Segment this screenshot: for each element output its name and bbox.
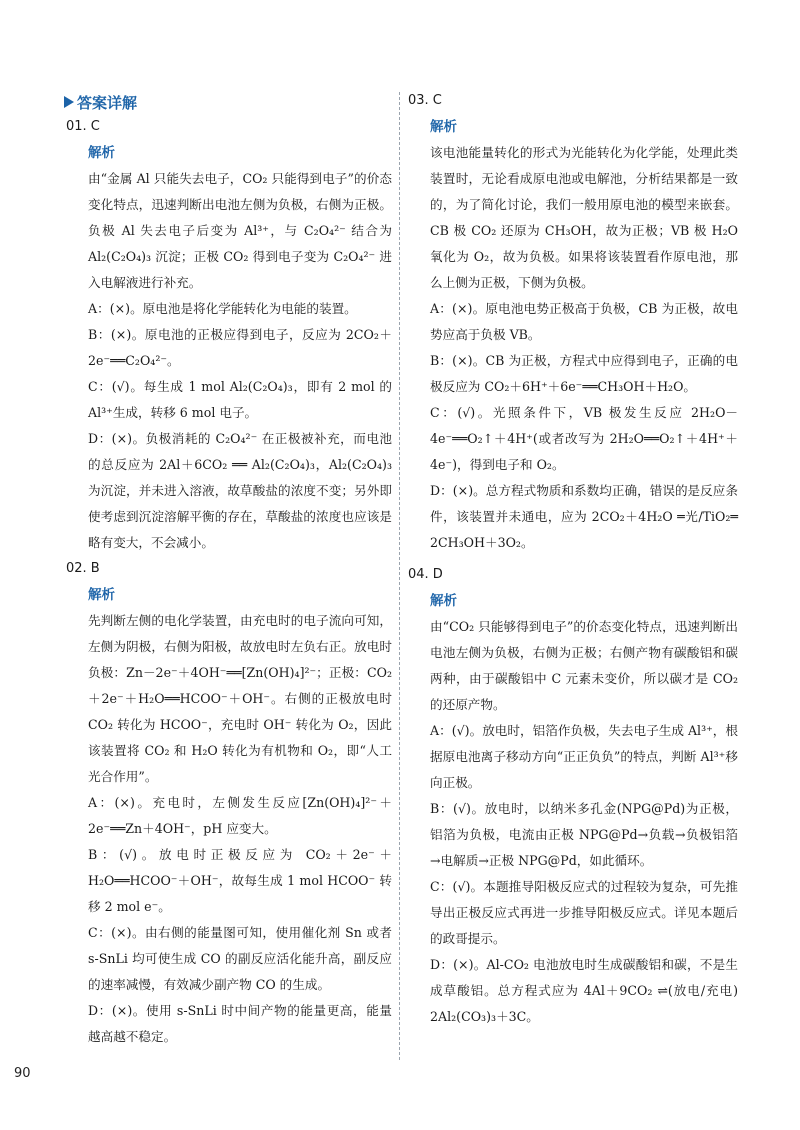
analysis-label: 解析 [430, 593, 457, 609]
page-number: 90 [14, 1066, 31, 1081]
question-04 [408, 562, 738, 1030]
option-a: A：(×)。充电时，左侧发生反应[Zn(OH)₄]²⁻＋2e⁻══Zn＋4OH⁻，pH 应变大。 [88, 795, 392, 836]
option-c: C：(√)。每生成 1 mol Al₂(C₂O₄)₃，即有 2 mol 的 Al³⁺生成，转移 6 mol 电子。 [88, 379, 392, 420]
option-a: A：(√)。放电时，铝箔作负极，失去电子生成 Al³⁺，根据原电池离子移动方向“正正负负”的特点，判断 Al³⁺移向正极。 [430, 723, 738, 790]
option-c: C：(√)。本题推导阳极反应式的过程较为复杂，可先推导出正极反应式再进一步推导阳极反应式。详见本题后的政哥提示。 [430, 879, 738, 946]
answer-text [66, 166, 392, 556]
analysis-label: 解析 [88, 145, 115, 161]
section-title: 答案详解 [77, 93, 138, 112]
option-d: D：(×)。使用 s-SnLi 时中间产物的能量更高，能量越高越不稳定。 [88, 1003, 392, 1044]
option-a: A：(×)。原电池电势正极高于负极，CB 为正极，故电势应高于负极 VB。 [430, 301, 738, 342]
option-b: B：(×)。CB 为正极，方程式中应得到电子，正确的电极反应为 CO₂＋6H⁺＋6e⁻══CH₃OH＋H₂O。 [430, 353, 738, 394]
analysis-label: 解析 [88, 587, 115, 603]
question-01 [66, 114, 392, 556]
paragraph: 先判断左侧的电化学装置，由充电时的电子流向可知，左侧为阴极，右侧为阳极，故放电时左负右正。放电时负极：Zn－2e⁻＋4OH⁻══[Zn(OH)₄]²⁻；正极：CO₂＋2e⁻＋H₂O══HCOO⁻＋OH⁻。右侧的正极放电时 CO₂ 转化为 HCOO⁻，充电时 OH⁻ 转化为 O₂，因此该装置将 CO₂ 和 H₂O 转化为有机物和 O₂，即“人工光合作用”。 [88, 613, 392, 784]
option-c: C：(√)。光照条件下，VB 极发生反应 2H₂O－4e⁻══O₂↑＋4H⁺(或者改写为 2H₂O══O₂↑＋4H⁺＋4e⁻)，得到电子和 O₂。 [430, 405, 738, 472]
question-number: 01. C [66, 119, 100, 134]
question-03 [408, 88, 738, 556]
option-b: B：(×)。原电池的正极应得到电子，反应为 2CO₂＋2e⁻══C₂O₄²⁻。 [88, 327, 392, 368]
option-b: B：(√)。放电时，以纳米多孔金(NPG@Pd)为正极，铝箔为负极，电流由正极 NPG@Pd→负载→负极铝箔→电解质→正极 NPG@Pd，如此循环。 [430, 801, 738, 868]
triangle-marker-icon [64, 96, 74, 108]
answer-text [408, 614, 738, 1030]
answer-text [408, 140, 738, 556]
question-number: 02. B [66, 561, 100, 576]
column-divider [399, 92, 400, 1060]
section-header [64, 90, 392, 114]
option-a: A：(×)。原电池是将化学能转化为电能的装置。 [88, 301, 357, 316]
option-d: D：(×)。负极消耗的 C₂O₄²⁻ 在正极被补充，而电池的总反应为 2Al＋6CO₂ ══ Al₂(C₂O₄)₃，Al₂(C₂O₄)₃ 为沉淀，并未进入溶液，故草酸盐的浓度不变；另外即使考虑到沉淀溶解平衡的存在，草酸盐的浓度也应该是略有变大，不会减小。 [88, 431, 392, 550]
paragraph: 由“金属 Al 只能失去电子，CO₂ 只能得到电子”的价态变化特点，迅速判断出电池左侧为负极，右侧为正极。负极 Al 失去电子后变为 Al³⁺，与 C₂O₄²⁻ 结合为 Al₂(C₂O₄)₃ 沉淀；正极 CO₂ 得到电子变为 C₂O₄²⁻ 进入电解液进行补充。 [88, 171, 392, 290]
analysis-label: 解析 [430, 119, 457, 135]
answer-text [66, 608, 392, 1050]
option-d: D：(×)。Al-CO₂ 电池放电时生成碳酸铝和碳，不是生成草酸铝。总方程式应为 4Al＋9CO₂ ⇌(放电/充电) 2Al₂(CO₃)₃＋3C。 [430, 957, 738, 1024]
left-column [66, 90, 392, 1050]
paragraph: 该电池能量转化的形式为光能转化为化学能，处理此类装置时，无论看成原电池或电解池，分析结果都是一致的，为了简化讨论，我们一般用原电池的模型来嵌套。CB 极 CO₂ 还原为 CH₃OH，故为正极；VB 极 H₂O 氧化为 O₂，故为负极。如果将该装置看作原电池，那么上侧为正极，下侧为负极。 [430, 145, 738, 290]
paragraph: 由“CO₂ 只能够得到电子”的价态变化特点，迅速判断出电池左侧为负极，右侧为正极；右侧产物有碳酸铝和碳两种，由于碳酸铝中 C 元素未变价，所以碳才是 CO₂ 的还原产物。 [430, 619, 738, 712]
question-02 [66, 556, 392, 1050]
option-d: D：(×)。总方程式物质和系数均正确，错误的是反应条件，该装置并未通电，应为 2CO₂＋4H₂O ═光/TiO₂═ 2CH₃OH＋3O₂。 [430, 483, 738, 550]
question-number: 04. D [408, 567, 443, 582]
question-number: 03. C [408, 93, 442, 108]
right-column [408, 90, 738, 1030]
option-b: B：(√)。放电时正极反应为 CO₂＋2e⁻＋H₂O══HCOO⁻＋OH⁻，故每生成 1 mol HCOO⁻ 转移 2 mol e⁻。 [88, 847, 392, 914]
option-c: C：(×)。由右侧的能量图可知，使用催化剂 Sn 或者 s-SnLi 均可使生成 CO 的副反应活化能升高，副反应的速率减慢，有效减少副产物 CO 的生成。 [88, 925, 392, 992]
